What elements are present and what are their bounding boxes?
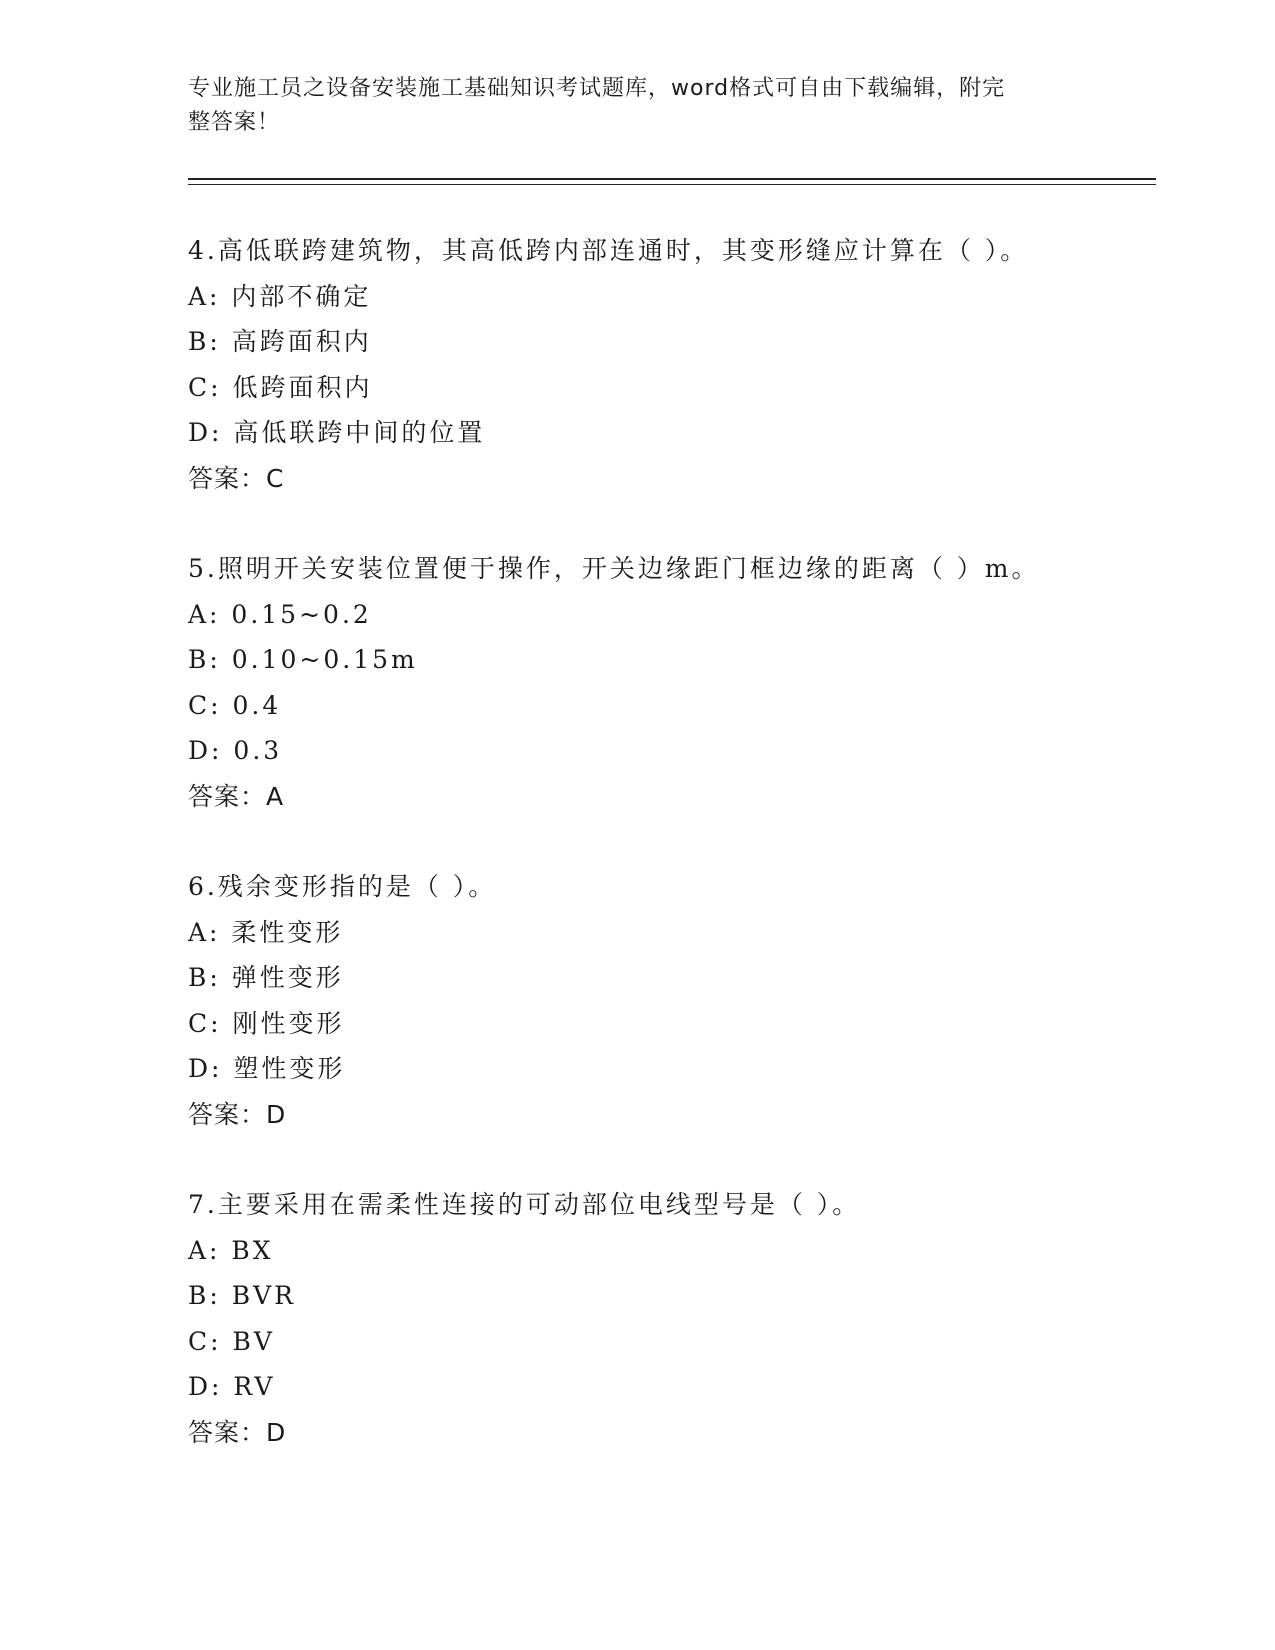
option-c: C: 低跨面积内 [188,372,373,402]
question-7 [188,1182,1148,1455]
header-divider-thick [188,178,1156,180]
option-a: A: BX [188,1235,274,1265]
option-d: D: RV [188,1372,276,1401]
answer: 答案：D [188,1099,287,1129]
option-d: D: 塑性变形 [188,1054,346,1083]
option-d: D: 0.3 [188,736,283,765]
question-stem: 7.主要采用在需柔性连接的可动部位电线型号是（ ）。 [188,1190,861,1219]
option-a: A: 柔性变形 [188,917,344,947]
question-stem: 4.高低联跨建筑物，其高低跨内部连通时，其变形缝应计算在（ ）。 [188,236,1029,265]
question-4 [188,228,1148,501]
question-stem: 6.残余变形指的是（ ）。 [188,872,497,901]
question-6 [188,864,1148,1137]
header-line-2: 整答案！ [188,110,281,135]
option-a: A: 内部不确定 [188,281,372,311]
option-b: B: 高跨面积内 [188,327,372,356]
header-divider-thin [188,184,1156,185]
option-b: B: 弹性变形 [188,963,344,992]
answer: 答案：C [188,463,285,493]
option-c: C: 0.4 [188,690,282,720]
option-a: A: 0.15~0.2 [188,599,372,629]
option-d: D: 高低联跨中间的位置 [188,418,486,447]
header-line-1: 专业施工员之设备安装施工基础知识考试题库，word格式可自由下载编辑，附完 [188,76,1006,101]
question-stem: 5.照明开关安装位置便于操作，开关边缘距门框边缘的距离（ ）m。 [188,554,1040,583]
answer: 答案：D [188,1417,287,1447]
option-b: B: BVR [188,1281,296,1310]
answer: 答案：A [188,781,285,811]
option-c: C: BV [188,1326,275,1356]
option-b: B: 0.10~0.15m [188,645,418,674]
question-5 [188,546,1148,819]
option-c: C: 刚性变形 [188,1008,345,1038]
document-header [188,72,1078,140]
